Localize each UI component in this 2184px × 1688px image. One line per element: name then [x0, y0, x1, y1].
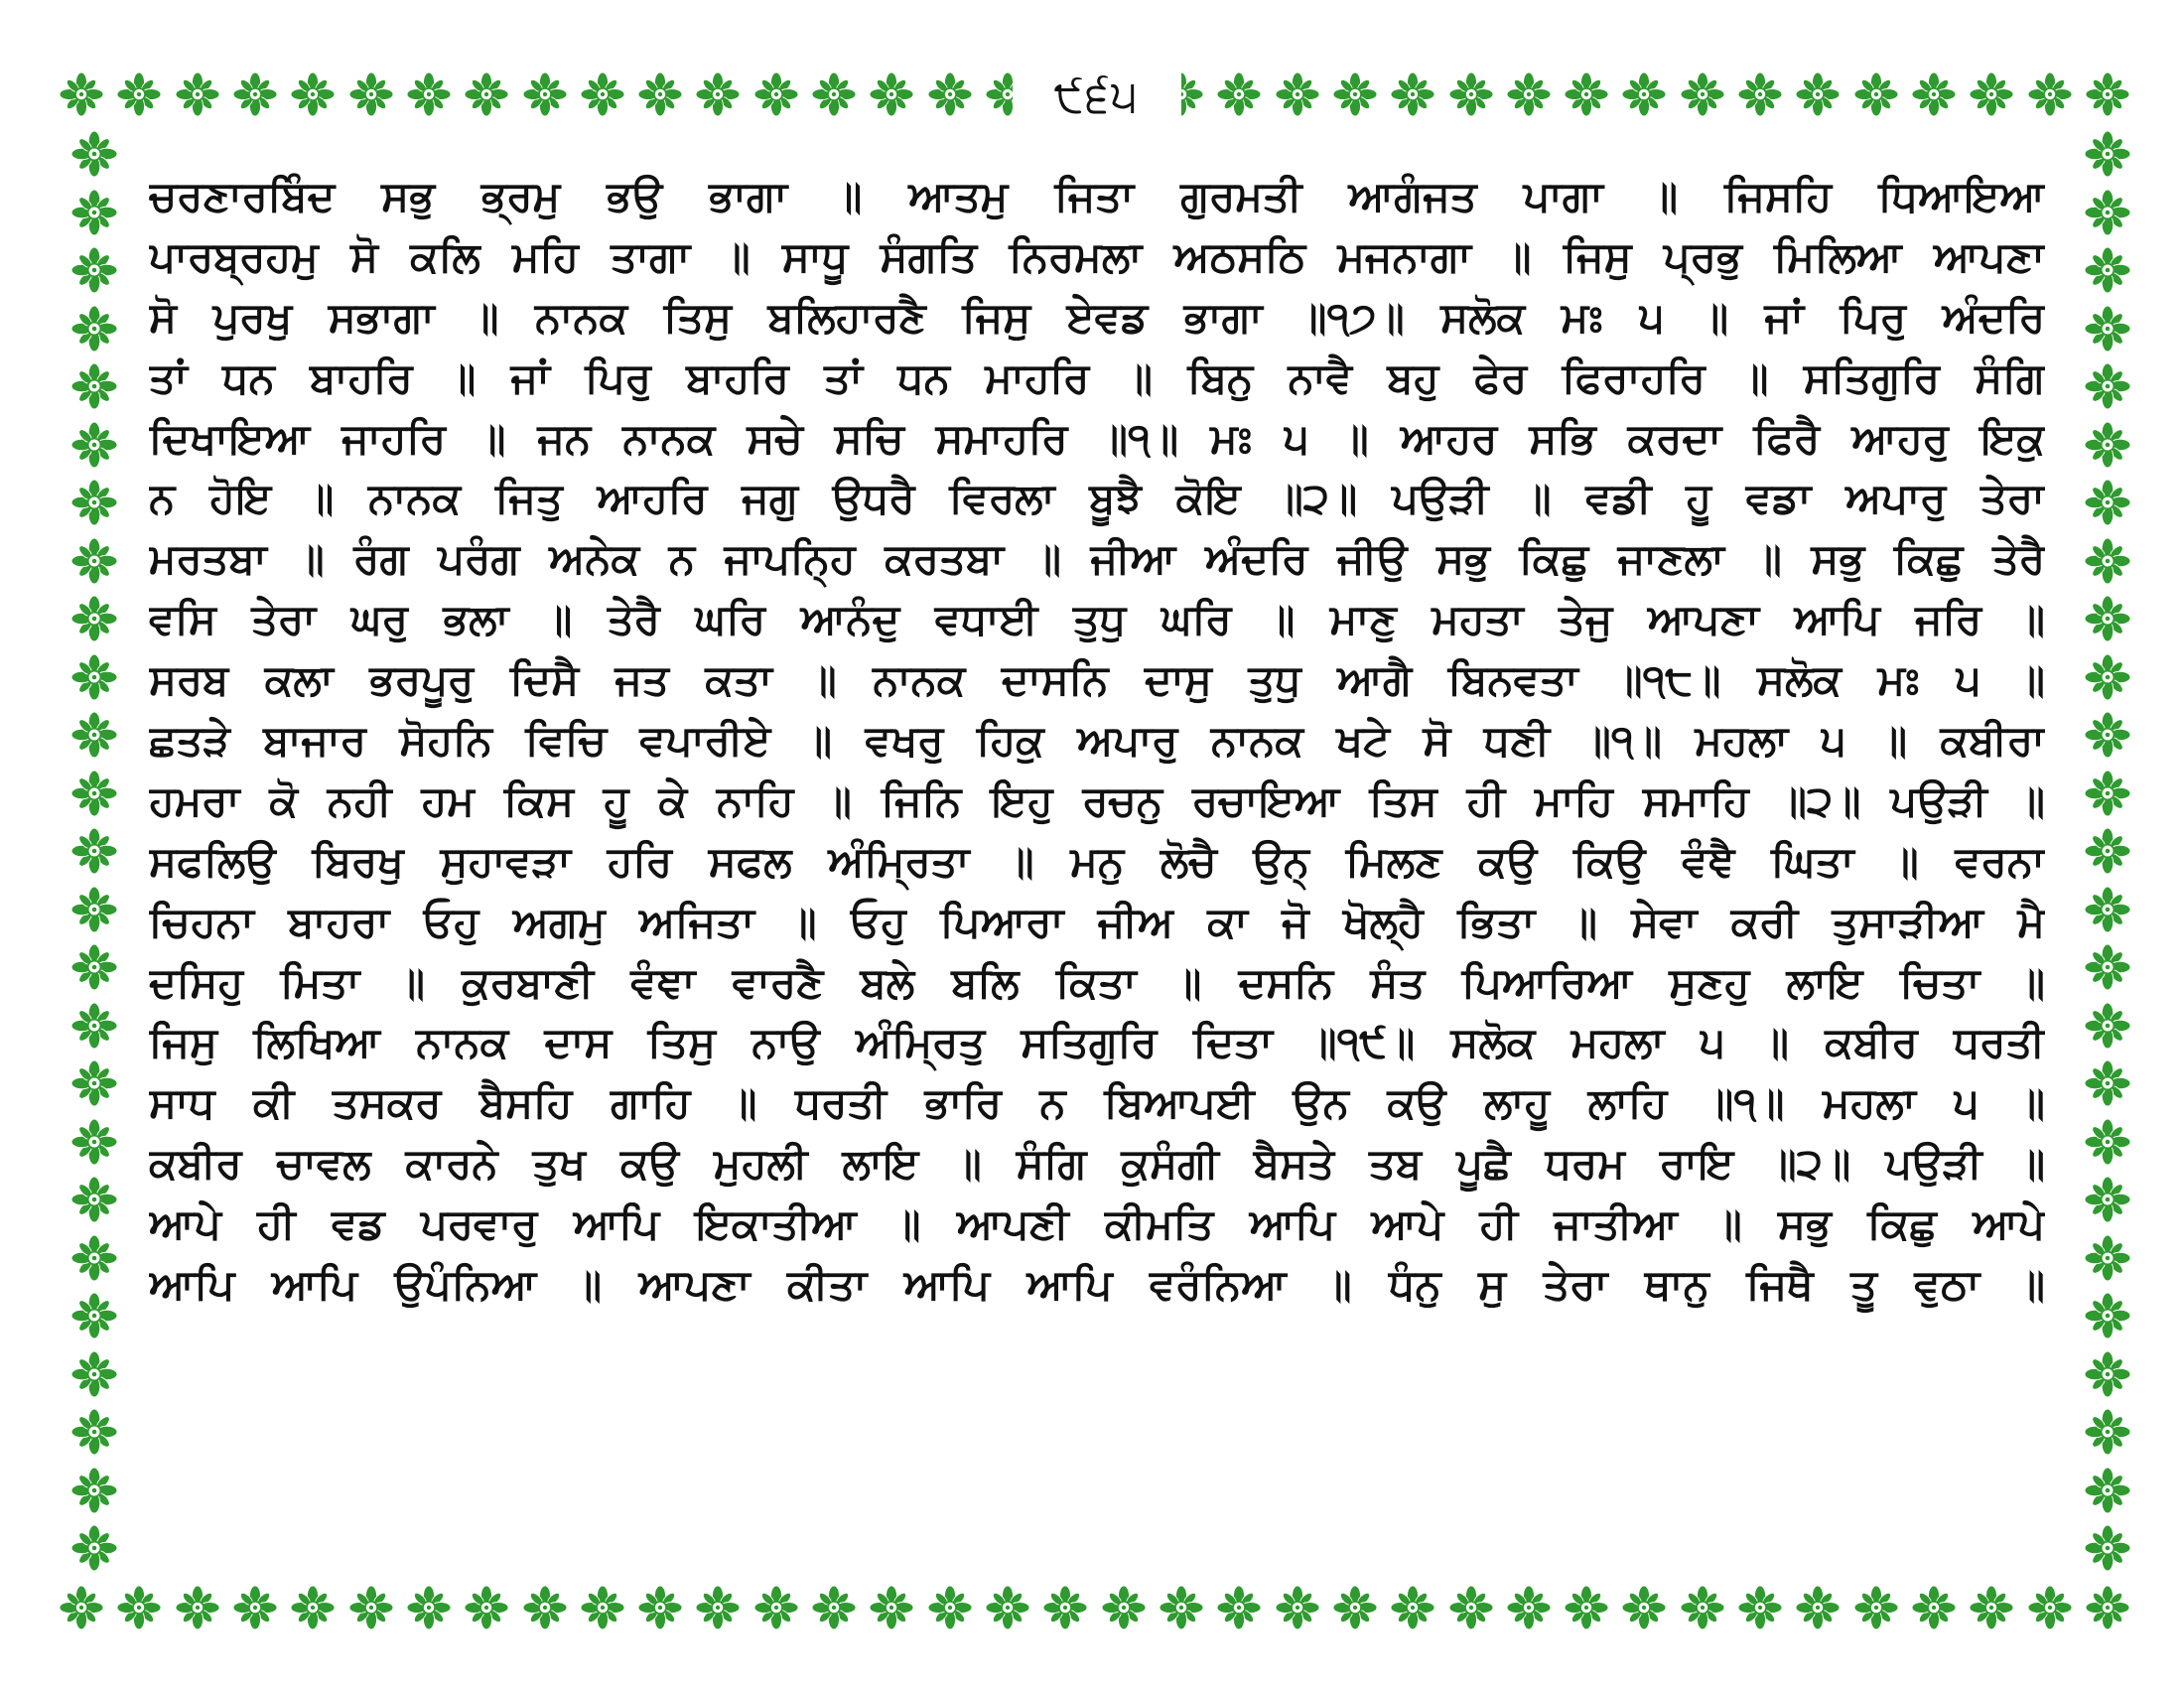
- flower-icon: [2085, 1003, 2130, 1049]
- flower-icon: [1391, 1586, 1434, 1629]
- flower-icon: [349, 72, 393, 116]
- flower-icon: [2085, 828, 2130, 874]
- flower-icon: [1854, 72, 1898, 116]
- flower-icon: [1333, 1586, 1377, 1629]
- flower-icon: [1796, 1586, 1840, 1629]
- flower-icon: [233, 1586, 277, 1629]
- flower-icon: [71, 887, 117, 932]
- flower-icon: [60, 1586, 103, 1629]
- page-number: ੯੬੫: [1053, 69, 1141, 122]
- flower-icon: [71, 1235, 117, 1281]
- border-right: [2071, 131, 2144, 1571]
- text-line: ਆਪੇ ਹੀ ਵਡ ਪਰਵਾਰੁ ਆਪਿ ਇਕਾਤੀਆ ॥ ਆਪਣੀ ਕੀਮਤਿ ਆਪਿ ਆਪੇ ਹੀ ਜਾਤੀਆ ॥ ਸਭੁ ਕਿਛੁ ਆਪੇ: [149, 1199, 2045, 1249]
- flower-icon: [1507, 72, 1551, 116]
- flower-icon: [1622, 1586, 1666, 1629]
- flower-icon: [71, 944, 117, 990]
- flower-icon: [291, 1586, 335, 1629]
- flower-icon: [2085, 654, 2130, 700]
- flower-icon: [71, 247, 117, 293]
- flower-icon: [812, 1586, 856, 1629]
- text-line: ਦਸਿਹੁ ਮਿਤਾ ॥ ਕੁਰਬਾਣੀ ਵੰਞਾ ਵਾਰਣੈ ਬਲੇ ਬਲਿ ਕਿਤਾ ॥ ਦਸਨਿ ਸੰਤ ਪਿਆਰਿਆ ਸੁਣਹੁ ਲਾਇ ਚਿਤਾ ॥: [149, 957, 2045, 1007]
- flower-icon: [1970, 1586, 2013, 1629]
- flower-icon: [2028, 72, 2072, 116]
- flower-icon: [638, 72, 682, 116]
- flower-icon: [2085, 247, 2130, 293]
- flower-icon: [71, 131, 117, 177]
- flower-icon: [696, 72, 740, 116]
- flower-icon: [71, 1525, 117, 1571]
- flower-icon: [1622, 72, 1666, 116]
- text-line: ਚਿਹਨਾ ਬਾਹਰਾ ਓਹੁ ਅਗਮੁ ਅਜਿਤਾ ॥ ਓਹੁ ਪਿਆਰਾ ਜੀਅ ਕਾ ਜੋ ਖੋਲ੍ਹੈ ਭਿਤਾ ॥ ਸੇਵਾ ਕਰੀ ਤੁਸਾੜੀਆ ਮੈ: [149, 897, 2045, 946]
- flower-icon: [2085, 712, 2130, 758]
- flower-icon: [176, 1586, 219, 1629]
- flower-icon: [1912, 1586, 1956, 1629]
- flower-icon: [1391, 72, 1434, 116]
- flower-icon: [71, 1351, 117, 1397]
- flower-icon: [754, 72, 798, 116]
- flower-icon: [523, 1586, 567, 1629]
- flower-icon: [2085, 306, 2130, 352]
- flower-icon: [2085, 1177, 2130, 1222]
- flower-icon: [986, 1586, 1029, 1629]
- flower-icon: [2085, 1409, 2130, 1455]
- flower-icon: [71, 190, 117, 235]
- flower-icon: [1796, 72, 1840, 116]
- flower-icon: [2085, 1119, 2130, 1165]
- flower-icon: [71, 1468, 117, 1513]
- flower-icon: [696, 1586, 740, 1629]
- flower-icon: [71, 306, 117, 352]
- flower-icon: [1160, 1586, 1203, 1629]
- flower-icon: [2085, 363, 2130, 409]
- text-line: ਸਰਬ ਕਲਾ ਭਰਪੂਰੁ ਦਿਸੈ ਜਤ ਕਤਾ ॥ ਨਾਨਕ ਦਾਸਨਿ ਦਾਸੁ ਤੁਧੁ ਆਗੈ ਬਿਨਵਤਾ ॥੧੮॥ ਸਲੋਕ ਮਃ ੫ ॥: [149, 655, 2045, 705]
- flower-icon: [407, 1586, 451, 1629]
- text-line: ਛਤੜੇ ਬਾਜਾਰ ਸੋਹਨਿ ਵਿਚਿ ਵਪਾਰੀਏ ॥ ਵਖਰੁ ਹਿਕੁ ਅਪਾਰੁ ਨਾਨਕ ਖਟੇ ਸੋ ਧਣੀ ॥੧॥ ਮਹਲਾ ੫ ॥ ਕਬੀਰਾ: [149, 716, 2045, 766]
- flower-icon: [291, 72, 335, 116]
- flower-icon: [1333, 72, 1377, 116]
- flower-icon: [176, 72, 219, 116]
- flower-icon: [754, 1586, 798, 1629]
- flower-icon: [349, 1586, 393, 1629]
- text-line: ਦਿਖਾਇਆ ਜਾਹਰਿ ॥ ਜਨ ਨਾਨਕ ਸਚੇ ਸਚਿ ਸਮਾਹਰਿ ॥੧॥ ਮਃ ੫ ॥ ਆਹਰ ਸਭਿ ਕਰਦਾ ਫਿਰੈ ਆਹਰੁ ਇਕੁ: [149, 413, 2045, 463]
- flower-icon: [233, 72, 277, 116]
- text-line: ਸੋ ਪੁਰਖੁ ਸਭਾਗਾ ॥ ਨਾਨਕ ਤਿਸੁ ਬਲਿਹਾਰਣੈ ਜਿਸੁ ਏਵਡ ਭਾਗਾ ॥੧੭॥ ਸਲੋਕ ਮਃ ੫ ॥ ਜਾਂ ਪਿਰੁ ਅੰਦਰਿ: [149, 292, 2045, 342]
- flower-icon: [928, 72, 972, 116]
- text-line: ਹਮਰਾ ਕੋ ਨਹੀ ਹਮ ਕਿਸ ਹੂ ਕੇ ਨਾਹਿ ॥ ਜਿਨਿ ਇਹੁ ਰਚਨੁ ਰਚਾਇਆ ਤਿਸ ਹੀ ਮਾਹਿ ਸਮਾਹਿ ॥੨॥ ਪਉੜੀ ॥: [149, 775, 2045, 825]
- flower-icon: [870, 1586, 913, 1629]
- flower-icon: [1217, 1586, 1261, 1629]
- flower-icon: [1276, 1586, 1319, 1629]
- border-left: [58, 131, 131, 1571]
- flower-icon: [71, 1293, 117, 1338]
- flower-icon: [71, 363, 117, 409]
- border-bottom: [60, 1571, 2129, 1644]
- text-line: ਨ ਹੋਇ ॥ ਨਾਨਕ ਜਿਤੁ ਆਹਰਿ ਜਗੁ ਉਧਰੈ ਵਿਰਲਾ ਬੂਝੈ ਕੋਇ ॥੨॥ ਪਉੜੀ ॥ ਵਡੀ ਹੂ ਵਡਾ ਅਪਾਰੁ ਤੇਰਾ: [149, 474, 2045, 523]
- flower-icon: [2085, 480, 2130, 525]
- flower-icon: [465, 1586, 508, 1629]
- flower-icon: [71, 1177, 117, 1222]
- flower-icon: [2085, 538, 2130, 584]
- flower-icon: [117, 72, 161, 116]
- flower-icon: [523, 72, 567, 116]
- flower-icon: [71, 1060, 117, 1106]
- flower-icon: [812, 72, 856, 116]
- flower-icon: [407, 72, 451, 116]
- flower-icon: [2085, 131, 2130, 177]
- flower-icon: [2085, 1525, 2130, 1571]
- flower-icon: [2086, 1586, 2129, 1629]
- flower-icon: [581, 72, 624, 116]
- flower-icon: [1681, 72, 1724, 116]
- flower-icon: [2085, 887, 2130, 932]
- text-line: ਵਸਿ ਤੇਰਾ ਘਰੁ ਭਲਾ ॥ ਤੇਰੈ ਘਰਿ ਆਨੰਦੁ ਵਧਾਈ ਤੁਧੁ ਘਰਿ ॥ ਮਾਣੁ ਮਹਤਾ ਤੇਜੁ ਆਪਣਾ ਆਪਿ ਜਰਿ ॥: [149, 595, 2045, 644]
- flower-icon: [1507, 1586, 1551, 1629]
- flower-icon: [1912, 72, 1956, 116]
- flower-icon: [2085, 944, 2130, 990]
- text-line: ਕਬੀਰ ਚਾਵਲ ਕਾਰਨੇ ਤੁਖ ਕਉ ਮੁਹਲੀ ਲਾਇ ॥ ਸੰਗਿ ਕੁਸੰਗੀ ਬੈਸਤੇ ਤਬ ਪੂਛੈ ਧਰਮ ਰਾਇ ॥੨॥ ਪਉੜੀ ॥: [149, 1139, 2045, 1189]
- flower-icon: [1565, 1586, 1608, 1629]
- flower-icon: [2085, 422, 2130, 468]
- flower-icon: [2085, 596, 2130, 641]
- flower-icon: [638, 1586, 682, 1629]
- flower-icon: [71, 1409, 117, 1455]
- flower-icon: [60, 72, 103, 116]
- flower-icon: [71, 654, 117, 700]
- flower-icon: [117, 1586, 161, 1629]
- flower-icon: [71, 712, 117, 758]
- flower-icon: [2028, 1586, 2072, 1629]
- flower-icon: [71, 1003, 117, 1049]
- flower-icon: [2085, 1060, 2130, 1106]
- flower-icon: [2085, 1468, 2130, 1513]
- flower-icon: [928, 1586, 972, 1629]
- flower-icon: [71, 480, 117, 525]
- flower-icon: [1043, 1586, 1087, 1629]
- text-line: ਮਰਤਬਾ ॥ ਰੰਗ ਪਰੰਗ ਅਨੇਕ ਨ ਜਾਪਨ੍ਹਿ ਕਰਤਬਾ ॥ ਜੀਆ ਅੰਦਰਿ ਜੀਉ ਸਭੁ ਕਿਛੁ ਜਾਣਲਾ ॥ ਸਭੁ ਕਿਛੁ ਤੇਰੈ: [149, 534, 2045, 584]
- flower-icon: [1970, 72, 2013, 116]
- flower-icon: [1565, 72, 1608, 116]
- text-line: ਸਫਲਿਉ ਬਿਰਖੁ ਸੁਹਾਵੜਾ ਹਰਿ ਸਫਲ ਅੰਮ੍ਰਿਤਾ ॥ ਮਨੁ ਲੋਚੈ ਉਨ੍ ਮਿਲਣ ਕਉ ਕਿਉ ਵੰਞੈ ਘਿਤਾ ॥ ਵਰਨਾ: [149, 836, 2045, 886]
- flower-icon: [2085, 190, 2130, 235]
- flower-icon: [71, 596, 117, 641]
- flower-icon: [71, 538, 117, 584]
- text-line: ਸਾਧ ਕੀ ਤਸਕਰ ਬੈਸਹਿ ਗਾਹਿ ॥ ਧਰਤੀ ਭਾਰਿ ਨ ਬਿਆਪਈ ਉਨ ਕਉ ਲਾਹੂ ਲਾਹਿ ॥੧॥ ਮਹਲਾ ੫ ॥: [149, 1078, 2045, 1128]
- page-number-container: [1013, 62, 1181, 131]
- flower-icon: [581, 1586, 624, 1629]
- flower-icon: [71, 828, 117, 874]
- flower-icon: [1449, 72, 1493, 116]
- text-line: ਚਰਣਾਰਬਿੰਦ ਸਭੁ ਭ੍ਰਮੁ ਭਉ ਭਾਗਾ ॥ ਆਤਮੁ ਜਿਤਾ ਗੁਰਮਤੀ ਆਗੰਜਤ ਪਾਗਾ ॥ ਜਿਸਹਿ ਧਿਆਇਆ: [149, 172, 2045, 220]
- flower-icon: [2085, 1293, 2130, 1338]
- flower-icon: [2085, 1351, 2130, 1397]
- flower-icon: [71, 422, 117, 468]
- flower-icon: [1738, 72, 1782, 116]
- flower-icon: [2085, 1235, 2130, 1281]
- flower-icon: [2086, 72, 2129, 116]
- flower-icon: [465, 72, 508, 116]
- flower-icon: [1449, 1586, 1493, 1629]
- flower-icon: [870, 72, 913, 116]
- text-line: ਪਾਰਬ੍ਰਹਮੁ ਸੋ ਕਲਿ ਮਹਿ ਤਾਗਾ ॥ ਸਾਧੂ ਸੰਗਤਿ ਨਿਰਮਲਾ ਅਠਸਠਿ ਮਜਨਾਗਾ ॥ ਜਿਸੁ ਪ੍ਰਭੁ ਮਿਲਿਆ ਆਪਣਾ: [149, 231, 2045, 281]
- flower-icon: [1217, 72, 1261, 116]
- flower-icon: [2085, 771, 2130, 816]
- flower-icon: [1738, 1586, 1782, 1629]
- text-body: [149, 167, 2045, 1547]
- flower-icon: [1854, 1586, 1898, 1629]
- text-line: ਜਿਸੁ ਲਿਖਿਆ ਨਾਨਕ ਦਾਸ ਤਿਸੁ ਨਾਉ ਅੰਮ੍ਰਿਤੁ ਸਤਿਗੁਰਿ ਦਿਤਾ ॥੧੯॥ ਸਲੋਕ ਮਹਲਾ ੫ ॥ ਕਬੀਰ ਧਰਤੀ: [149, 1018, 2045, 1067]
- flower-icon: [1276, 72, 1319, 116]
- text-line: ਆਪਿ ਆਪਿ ਉਪੰਨਿਆ ॥ ਆਪਣਾ ਕੀਤਾ ਆਪਿ ਆਪਿ ਵਰੰਨਿਆ ॥ ਧੰਨੁ ਸੁ ਤੇਰਾ ਥਾਨੁ ਜਿਥੈ ਤੂ ਵੁਠਾ ॥: [149, 1260, 2045, 1310]
- flower-icon: [1681, 1586, 1724, 1629]
- flower-icon: [71, 771, 117, 816]
- flower-icon: [71, 1119, 117, 1165]
- text-line: ਤਾਂ ਧਨ ਬਾਹਰਿ ॥ ਜਾਂ ਪਿਰੁ ਬਾਹਰਿ ਤਾਂ ਧਨ ਮਾਹਰਿ ॥ ਬਿਨੁ ਨਾਵੈ ਬਹੁ ਫੇਰ ਫਿਰਾਹਰਿ ॥ ਸਤਿਗੁਰਿ ਸੰਗਿ: [149, 352, 2045, 402]
- flower-icon: [1102, 1586, 1146, 1629]
